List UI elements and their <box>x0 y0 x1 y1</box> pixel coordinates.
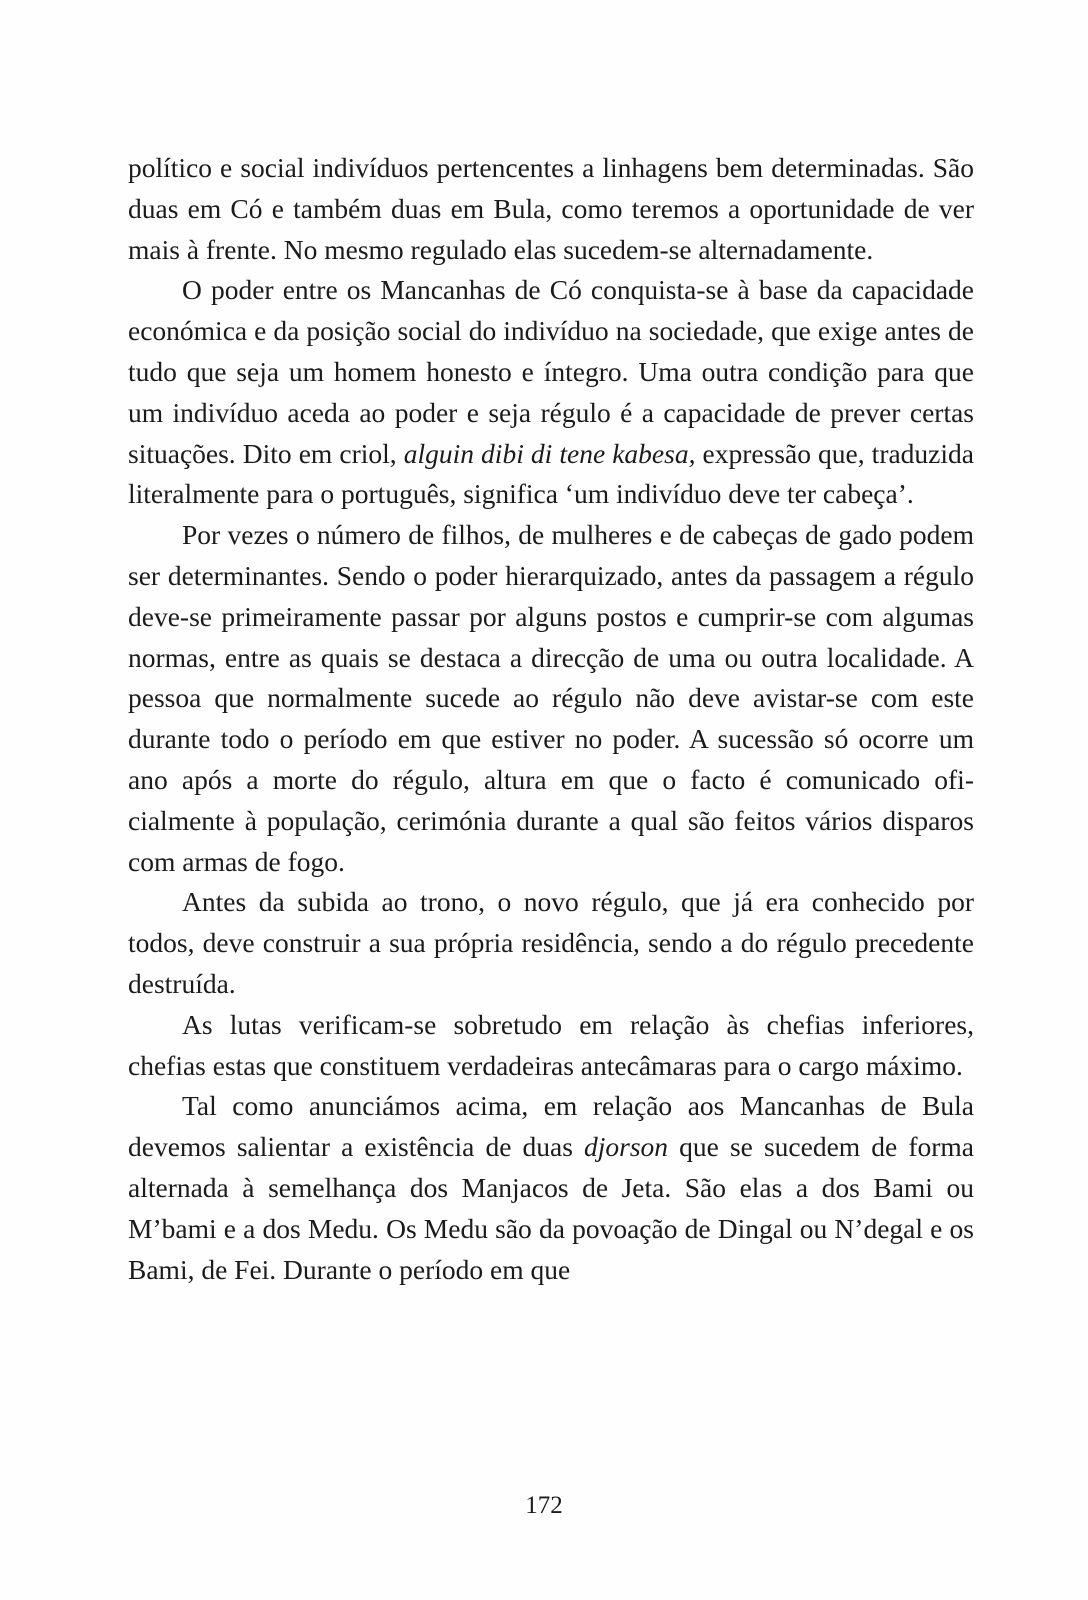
text-run: Por vezes o número de filhos, de mulheres e de cabeças de gado podem ser determinantes. Sendo o poder hierarquizado, antes da passagem a régulo deve-se primeiramente passar por alguns postos e cumprir-se com algumas normas, entre as quais se destaca a direcção de uma ou outra localidade. A pessoa que normalmente sucede ao régulo não deve avistar-se com este durante todo o período em que estiver no poder. A sucessão só ocorre um ano após a morte do régulo, altura em que o facto é comunicado oficialmente à população, cerimónia durante a qual são feitos vários disparos com armas de fogo. <box>128 519 974 877</box>
text-run: O poder entre os Mancanhas de Có conquista-se à base da capacidade económica e da posição social do indivíduo na sociedade, que exige antes de tudo que seja um homem honesto e íntegro. Uma outra condição para que um indivíduo aceda ao poder e seja régulo é a capacidade de prever certas situações. Dito em criol, <box>128 274 974 469</box>
text-run: político e social indivíduos pertencentes a linhagens bem determinadas. São duas em Có e também duas em Bula, como teremos a oportunidade de ver mais à frente. No mesmo regulado elas sucedem-se alternadamente. <box>128 152 974 265</box>
italic-term: djorson <box>584 1131 669 1163</box>
text-run: expressão que, traduzida literalmente para o português, significa ‘um indivíduo deve ter cabeça’. <box>128 437 974 510</box>
body-text <box>128 148 974 1290</box>
paragraph <box>128 1005 974 1087</box>
paragraph <box>128 1086 974 1290</box>
page-number: 172 <box>525 1492 563 1519</box>
paragraph <box>128 515 974 882</box>
italic-term: alguin dibi di tene kabesa, <box>403 437 696 469</box>
text-run: As lutas verificam-se sobretudo em relação às chefias inferiores, chefias estas que constituem verdadeiras antecâmaras para o cargo máximo. <box>128 1008 974 1081</box>
text-run: que se sucedem de forma alternada à semelhança dos Manjacos de Jeta. São elas a dos Bami ou M’bami e a dos Medu. Os Medu são da povoação de Dingal ou N’degal e os Bami, de Fei. Durante o período em que <box>128 1131 974 1285</box>
text-run: Tal como anunciámos acima, em relação aos Mancanhas de Bula devemos salientar a existência de duas <box>128 1090 974 1163</box>
paragraph <box>128 882 974 1004</box>
paragraph <box>128 270 974 515</box>
paragraph <box>128 148 974 270</box>
text-run: Antes da subida ao trono, o novo régulo, que já era conhecido por todos, deve construir a sua própria residência, sendo a do régulo precedente destruída. <box>128 886 974 999</box>
